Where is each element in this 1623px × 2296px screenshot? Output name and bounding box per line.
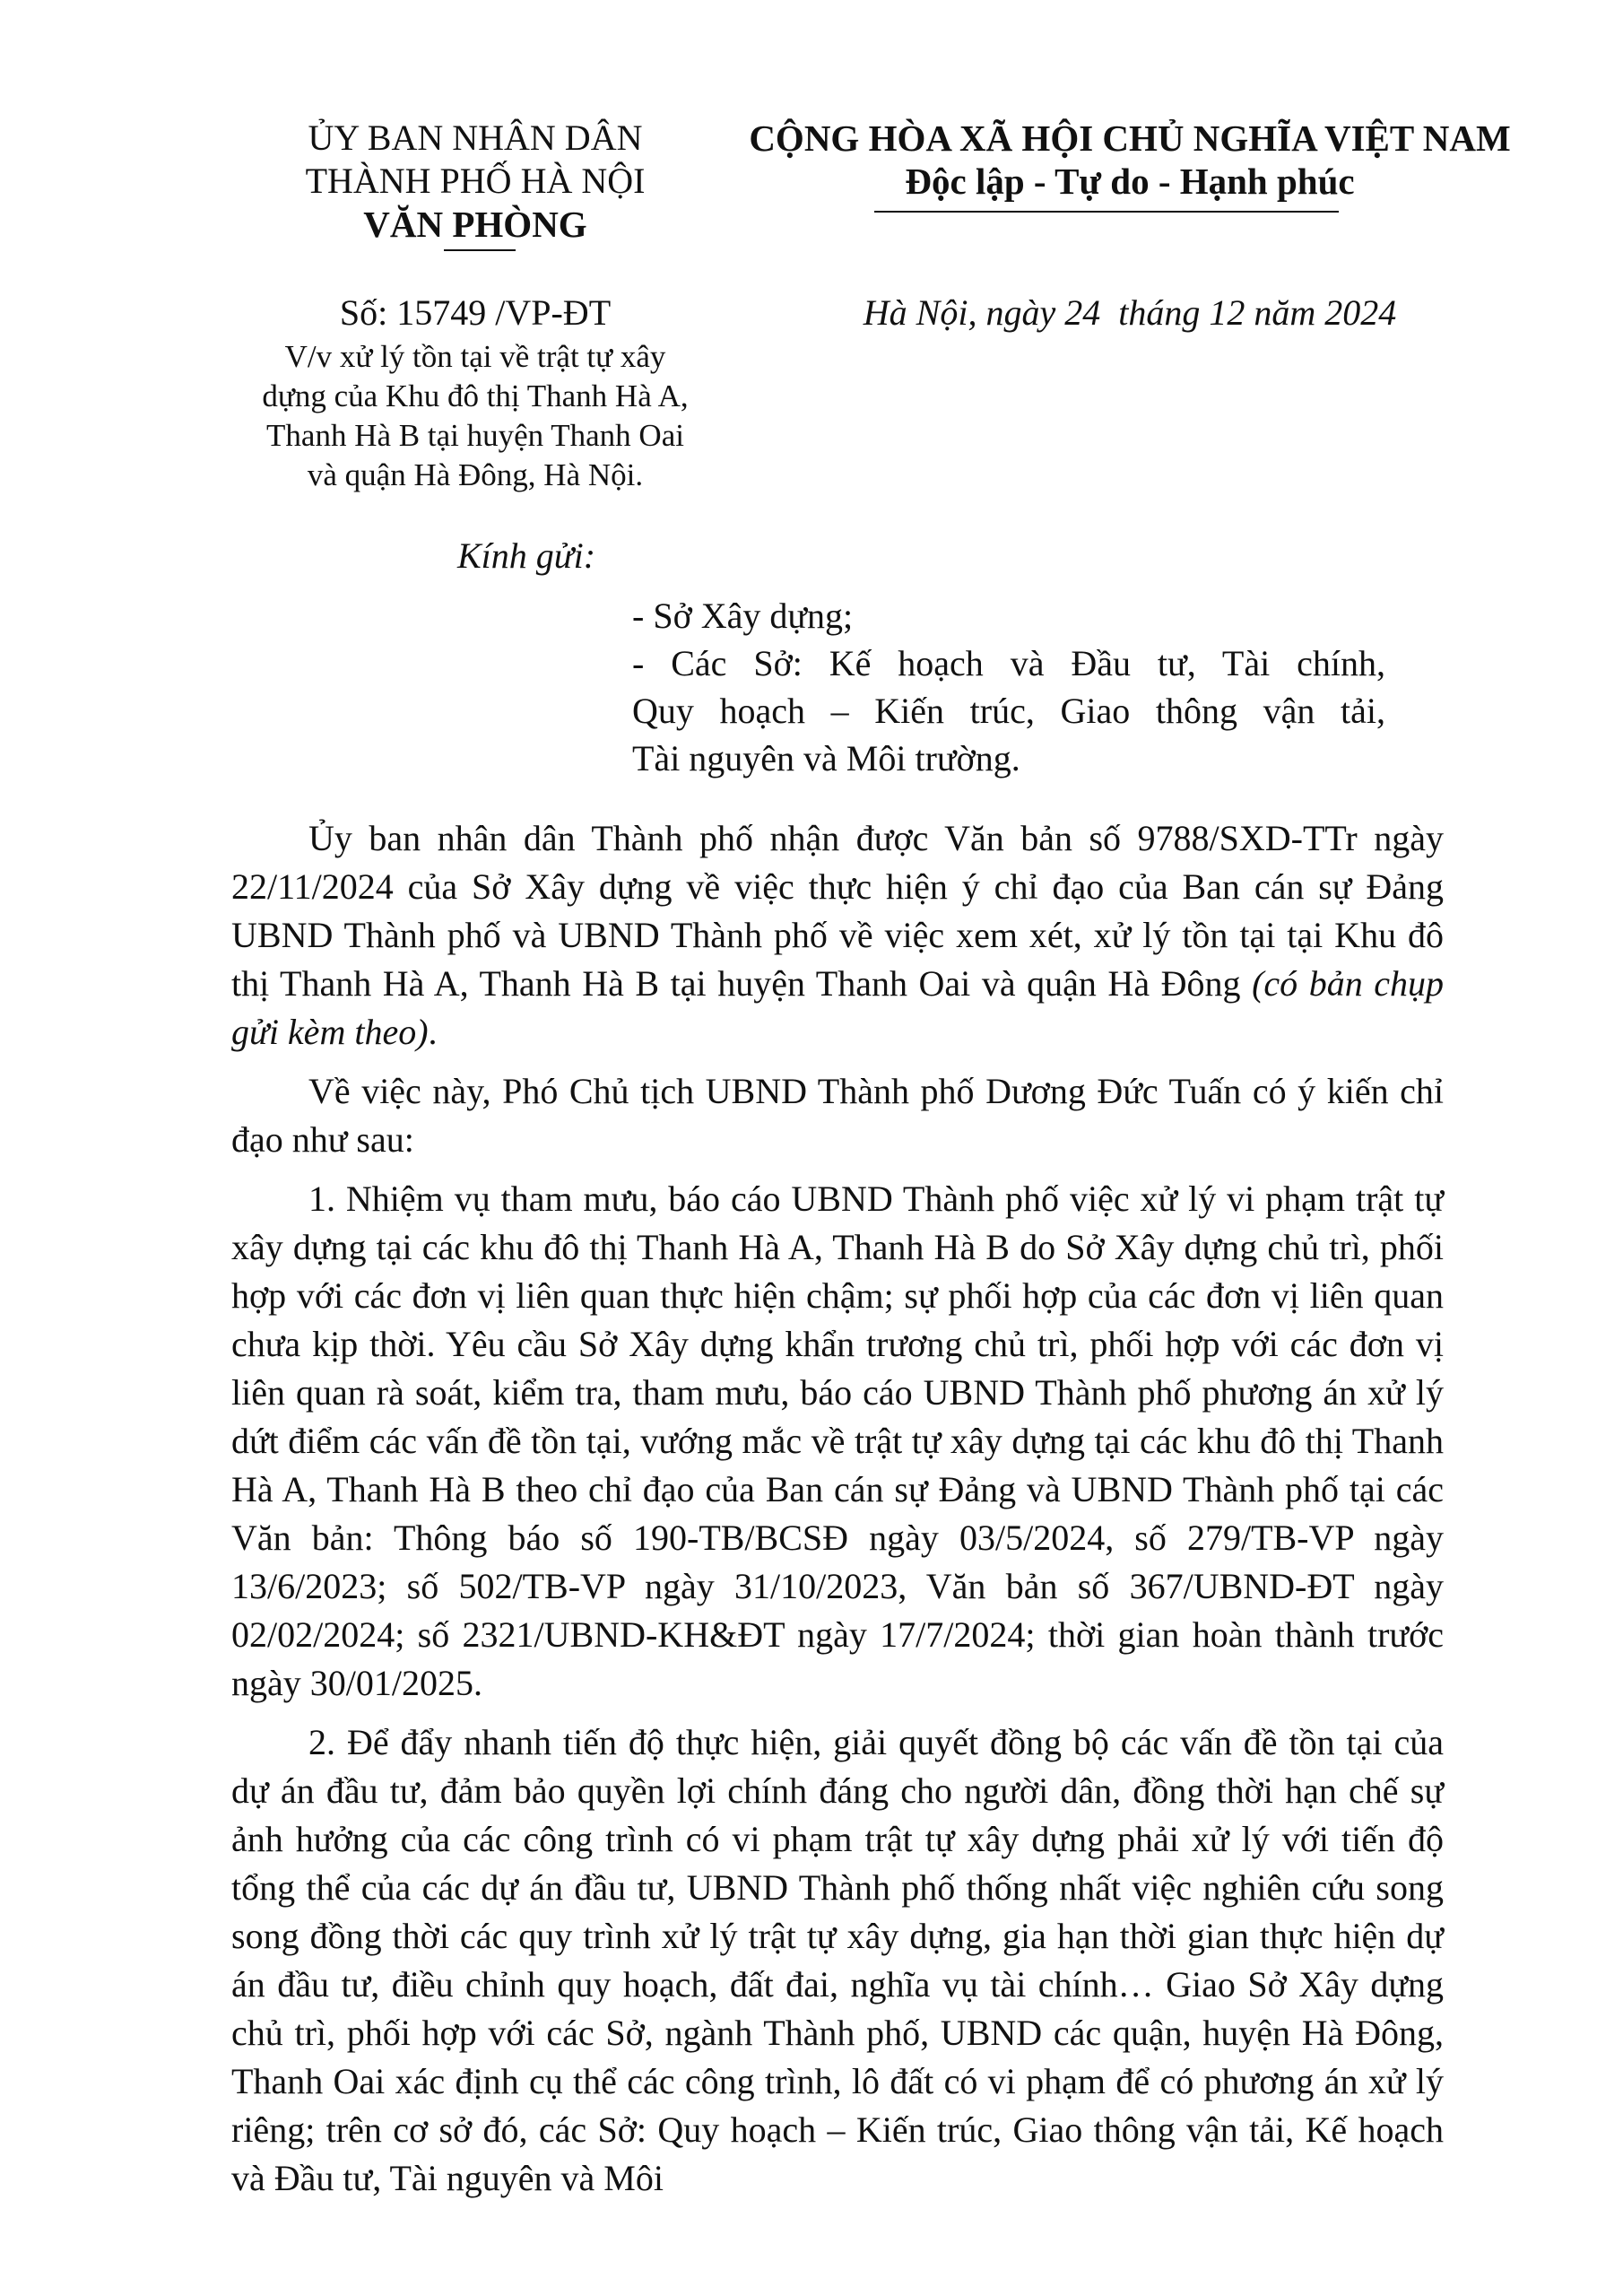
subject-line-4: và quận Hà Đông, Hà Nội.: [307, 457, 644, 492]
recipient-item: Tài nguyên và Môi trường.: [632, 738, 1020, 778]
national-motto-line-2: Độc lập - Tự do - Hạnh phúc: [905, 161, 1355, 202]
issuer-underline: [444, 249, 516, 251]
recipient-item: - Các Sở: Kế hoạch và Đầu tư, Tài chính,: [632, 643, 1385, 683]
paragraph-1-end: .: [428, 1012, 438, 1052]
issuer-header: [224, 117, 726, 246]
subject-block: [224, 337, 726, 495]
issuer-line-2: THÀNH PHỐ HÀ NỘI: [305, 161, 646, 201]
paragraph-1-text: Ủy ban nhân dân Thành phố nhận được Văn bản số 9788/SXD-TTr ngày 22/11/2024 của Sở Xây dựng về việc thực hiện ý chỉ đạo của Ban cán sự Đảng UBND Thành phố và UBND Thành phố về việc xem xét, xử lý tồn tại tại Khu đô thị Thanh Hà A, Thanh Hà B tại huyện Thanh Oai và quận Hà Đông: [231, 818, 1444, 1004]
recipient-item: - Sở Xây dựng;: [632, 596, 854, 636]
paragraph-4: 2. Để đẩy nhanh tiến độ thực hiện, giải quyết đồng bộ các vấn đề tồn tại của dự án đầu tư, đảm bảo quyền lợi chính đáng cho người dân, đồng thời hạn chế sự ảnh hưởng của các công trình có vi phạm trật tự xây dựng phải xử lý với tiến độ tổng thể của các dự án đầu tư, UBND Thành phố thống nhất việc nghiên cứu song song đồng thời các quy trình xử lý trật tự xây dựng, gia hạn thời gian thực hiện dự án đầu tư, điều chỉnh quy hoạch, đất đai, nghĩa vụ tài chính… Giao Sở Xây dựng chủ trì, phối hợp với các Sở, ngành Thành phố, UBND các quận, huyện Hà Đông, Thanh Oai xác định cụ thể các công trình, lô đất có vi phạm để có phương án xử lý riêng; trên cơ sở đó, các Sở: Quy hoạch – Kiến trúc, Giao thông vận tải, Kế hoạch và Đầu tư, Tài nguyên và Môi: [231, 1722, 1444, 2198]
document-number: Số: 15749 /VP-ĐT: [339, 292, 612, 333]
issuer-line-1: ỦY BAN NHÂN DÂN: [308, 117, 643, 158]
issuer-office: VĂN PHÒNG: [363, 204, 587, 245]
subject-line-3: Thanh Hà B tại huyện Thanh Oai: [266, 418, 684, 453]
paragraph-1: [231, 814, 1444, 1057]
national-header: [717, 117, 1542, 203]
date-line: Hà Nội, ngày 24 tháng 12 năm 2024: [863, 292, 1397, 333]
salutation: Kính gửi:: [457, 535, 596, 576]
paragraph-3: 1. Nhiệm vụ tham mưu, báo cáo UBND Thành phố việc xử lý vi phạm trật tự xây dựng tại các khu đô thị Thanh Hà A, Thanh Hà B do Sở Xây dựng chủ trì, phối hợp với các đơn vị liên quan thực hiện chậm; sự phối hợp của các đơn vị liên quan chưa kịp thời. Yêu cầu Sở Xây dựng khẩn trương chủ trì, phối hợp với các đơn vị liên quan rà soát, kiểm tra, tham mưu, báo cáo UBND Thành phố phương án xử lý dứt điểm các vấn đề tồn tại, vướng mắc về trật tự xây dựng tại các khu đô thị Thanh Hà A, Thanh Hà B theo chỉ đạo của Ban cán sự Đảng và UBND Thành phố tại các Văn bản: Thông báo số 190-TB/BCSĐ ngày 03/5/2024, số 279/TB-VP ngày 13/6/2023; số 502/TB-VP ngày 31/10/2023, Văn bản số 367/UBND-ĐT ngày 02/02/2024; số 2321/UBND-KH&ĐT ngày 17/7/2024; thời gian hoàn thành trước ngày 30/01/2025.: [231, 1178, 1444, 1703]
national-motto-line-1: CỘNG HÒA XÃ HỘI CHỦ NGHĨA VIỆT NAM: [749, 117, 1511, 159]
national-underline: [874, 211, 1339, 213]
paragraph-1-note: (có bản chụp gửi kèm theo): [231, 963, 1444, 1052]
document-body: [231, 814, 1444, 2203]
recipient-item: Quy hoạch – Kiến trúc, Giao thông vận tải,: [632, 691, 1385, 731]
recipient-list: [632, 592, 1385, 782]
paragraph-2: Về việc này, Phó Chủ tịch UBND Thành phố Dương Đức Tuấn có ý kiến chỉ đạo như sau:: [231, 1071, 1444, 1160]
subject-line-2: dựng của Khu đô thị Thanh Hà A,: [262, 378, 689, 413]
subject-line-1: V/v xử lý tồn tại về trật tự xây: [284, 339, 666, 374]
